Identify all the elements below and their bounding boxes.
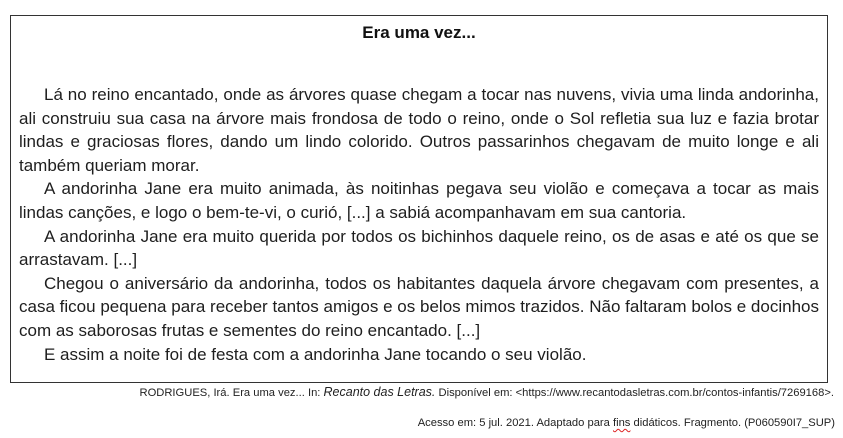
citation-site-name: Recanto das Letras. [323, 385, 436, 399]
citation-prefix: RODRIGUES, Irá. Era uma vez... In: [139, 387, 324, 399]
access-underlined-word: fins [612, 417, 631, 429]
access-note [418, 417, 835, 429]
access-suffix: didáticos. Fragmento. (P060590I7_SUP) [630, 417, 835, 429]
story-paragraph-3: A andorinha Jane era muito querida por todos os bichinhos daquele reino, os de asas e até os que se arrastavam. [...] [19, 226, 819, 270]
story-paragraph-1: Lá no reino encantado, onde as árvores quase chegam a tocar nas nuvens, vivia uma linda andorinha, ali construiu sua casa na árvore mais frondosa de todo o reino, onde o Sol refletia sua luz e fazia brotar lindas e graciosas flores, dando um lindo colorido. Outros passarinhos chegavam de muito longe e ali também queriam morar. [19, 85, 819, 175]
story-text [19, 83, 819, 366]
story-paragraph-2: A andorinha Jane era muito animada, às noitinhas pegava seu violão e começava a tocar as mais lindas canções, e logo o bem-te-vi, o curió, [...] a sabiá acompanhavam em sua cantoria. [19, 179, 819, 222]
source-citation [139, 385, 834, 399]
story-title: Era uma vez... [362, 23, 476, 42]
story-box [10, 15, 828, 383]
story-paragraph-4: Chegou o aniversário da andorinha, todos os habitantes daquela árvore chegavam com presentes, a casa ficou pequena para receber tantos amigos e os belos mimos trazidos. Não faltaram bolos e docinhos com as saborosas frutas e sementes do reino encantado. [...] [19, 273, 819, 340]
citation-suffix: Disponível em: <https://www.recantodasletras.com.br/contos-infantis/7269168>. [435, 387, 834, 399]
story-paragraph-5: E assim a noite foi de festa com a andorinha Jane tocando o seu violão. [44, 344, 587, 364]
access-prefix: Acesso em: 5 jul. 2021. Adaptado para [417, 417, 613, 429]
